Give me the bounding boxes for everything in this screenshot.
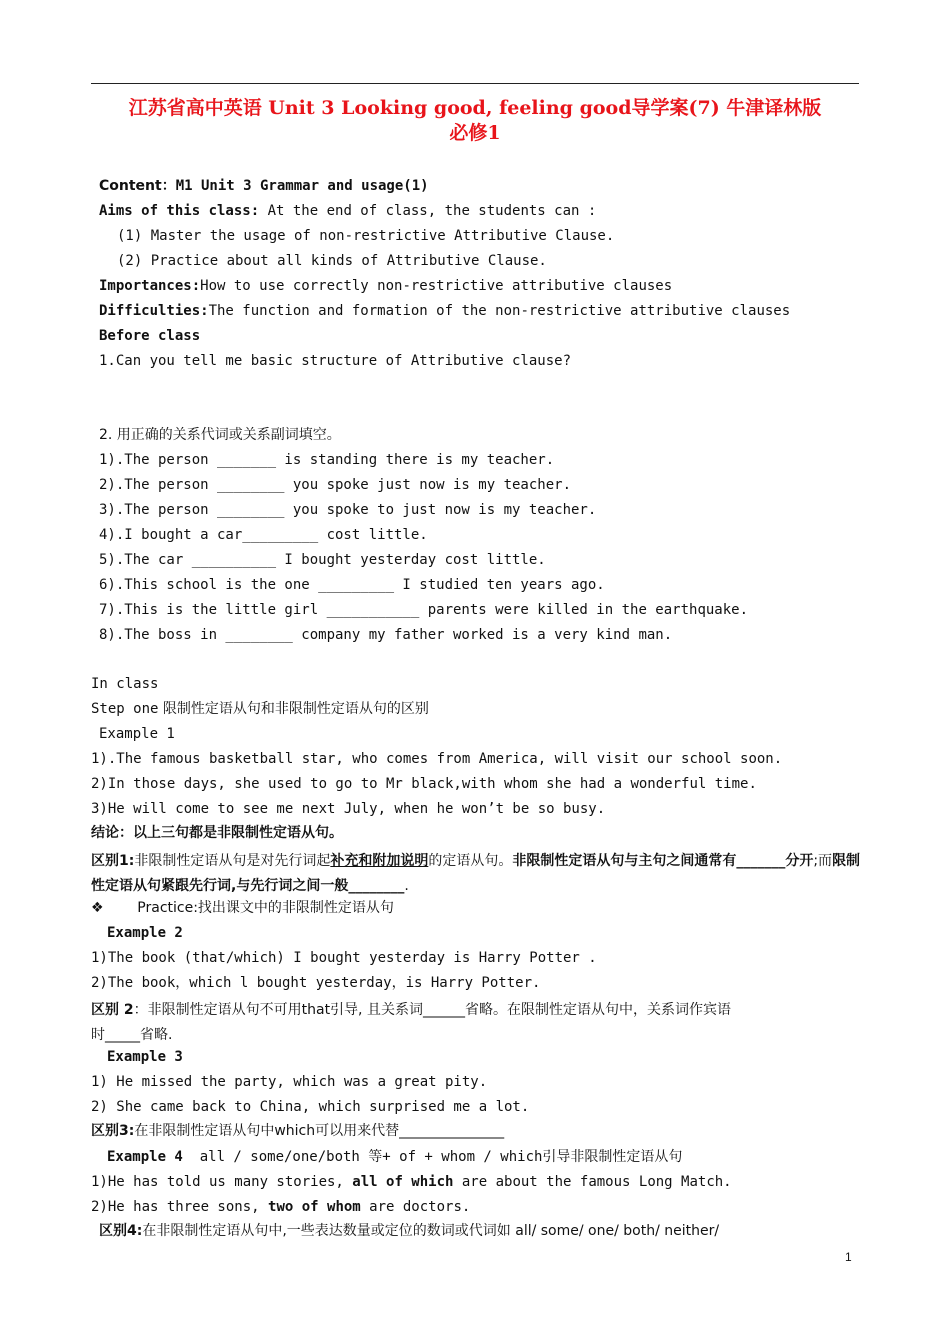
aims-line: Aims of this class: At the end of class, the students can : — [99, 203, 597, 219]
example-2-sentence-1: 1)The book (that/which) I bought yesterday is Harry Potter . — [91, 950, 597, 966]
content-line: Content：M1 Unit 3 Grammar and usage(1) — [99, 178, 429, 194]
step-one: Step one 限制性定语从句和非限制性定语从句的区别 — [91, 701, 429, 717]
page-number: 1 — [845, 1250, 852, 1264]
example-4-sentence-2: 2)He has three sons, two of whom are doctors. — [91, 1199, 471, 1215]
example-3-sentence-2: 2) She came back to China, which surprised me a lot. — [91, 1099, 530, 1115]
example-1-heading: Example 1 — [99, 726, 175, 742]
title-line-2: 必修1 — [449, 122, 501, 144]
difference-3: 区别3:在非限制性定语从句中which可以用来代替_______________ — [91, 1123, 505, 1139]
fill-item-6: 6).This school is the one _________ I studied ten years ago. — [99, 577, 605, 593]
difference-1: 区别1:非限制性定语从句是对先行词起补充和附加说明的定语从句。非限制性定语从句与主句之间通常有_______分开;而限制性定语从句紧跟先行词,与先行词之间一般________. — [91, 853, 861, 894]
example-3-sentence-1: 1) He missed the party, which was a great pity. — [91, 1074, 488, 1090]
practice-line: ❖ Practice:找出课文中的非限制性定语从句 — [91, 900, 394, 916]
example-2-heading: Example 2 — [107, 925, 183, 941]
question-2-title: 2. 用正确的关系代词或关系副词填空。 — [99, 427, 341, 443]
importances-line: Importances:How to use correctly non-restrictive attributive clauses — [99, 278, 673, 294]
fill-item-1: 1).The person _______ is standing there is my teacher. — [99, 452, 555, 468]
example-1-sentence-3: 3)He will come to see me next July, when he won’t be so busy. — [91, 801, 606, 817]
question-1: 1.Can you tell me basic structure of Attributive clause? — [99, 353, 572, 369]
fill-item-8: 8).The boss in ________ company my father worked is a very kind man. — [99, 627, 673, 643]
difficulties-line: Difficulties:The function and formation of the non-restrictive attributive clauses — [99, 303, 791, 319]
conclusion: 结论：以上三句都是非限制性定语从句。 — [91, 825, 343, 841]
before-class-heading: Before class — [99, 328, 201, 344]
fill-item-4: 4).I bought a car_________ cost little. — [99, 527, 428, 543]
example-4-sentence-1: 1)He has told us many stories, all of which are about the famous Long Match. — [91, 1174, 732, 1190]
top-rule — [91, 83, 859, 84]
aim-1: (1) Master the usage of non-restrictive Attributive Clause. — [117, 228, 615, 244]
aim-2: (2) Practice about all kinds of Attributive Clause. — [117, 253, 547, 269]
example-3-heading: Example 3 — [107, 1049, 183, 1065]
fill-item-3: 3).The person ________ you spoke to just now is my teacher. — [99, 502, 597, 518]
difference-2: 区别 2：非限制性定语从句不可用that引导, 且关系词______省略。在限制性定语从句中，关系词作宾语 时_____省略. — [91, 1002, 731, 1043]
fill-item-7: 7).This is the little girl ___________ parents were killed in the earthquake. — [99, 602, 749, 618]
title-line-1: 江苏省高中英语 Unit 3 Looking good, feeling good导学案(7) 牛津译林版 — [128, 97, 822, 119]
example-1-sentence-1: 1).The famous basketball star, who comes from America, will visit our school soon. — [91, 751, 783, 767]
diamond-bullet-icon: ❖ — [91, 900, 104, 916]
document-title — [91, 96, 859, 146]
fill-item-5: 5).The car __________ I bought yesterday cost little. — [99, 552, 546, 568]
in-class-heading: In class — [91, 676, 159, 692]
example-4-heading: Example 4 all / some/one/both 等+ of + whom / which引导非限制性定语从句 — [107, 1149, 683, 1165]
fill-item-2: 2).The person ________ you spoke just now is my teacher. — [99, 477, 572, 493]
difference-4: 区别4:在非限制性定语从句中,一些表达数量或定位的数词或代词如 all/ some/ one/ both/ neither/ — [99, 1223, 720, 1239]
example-1-sentence-2: 2)In those days, she used to go to Mr black,with whom she had a wonderful time. — [91, 776, 757, 792]
example-2-sentence-2: 2)The book，which l bought yesterday，is Harry Potter. — [91, 975, 541, 991]
